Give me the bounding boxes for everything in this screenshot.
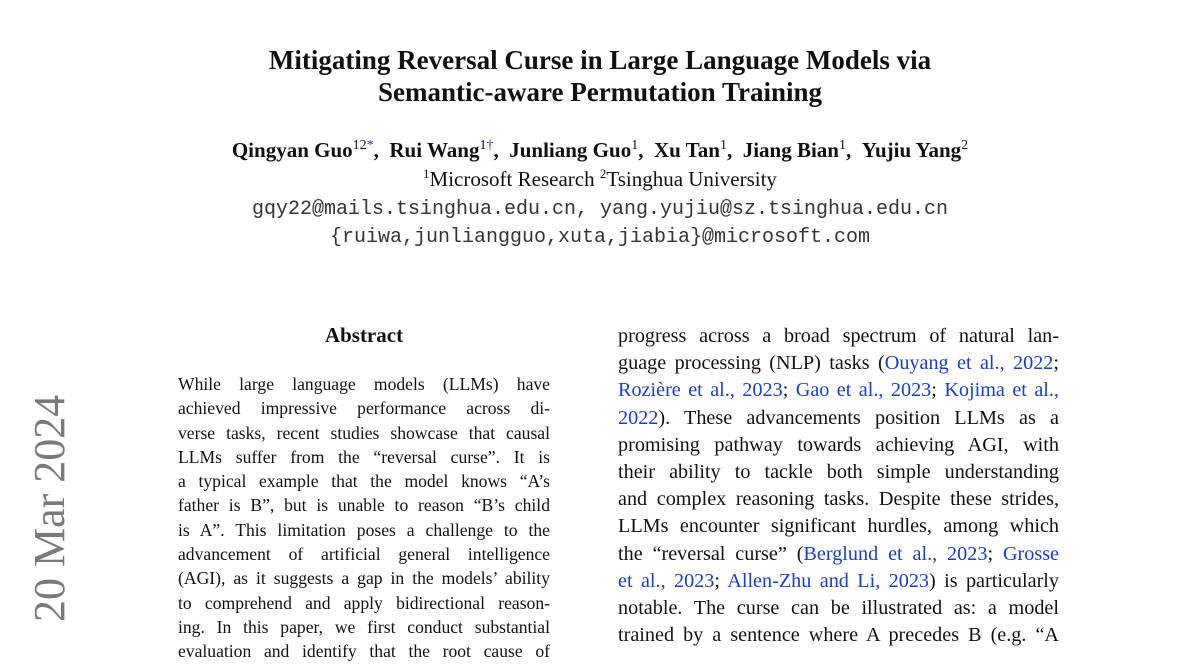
author-affiliation-sup: 2 [961, 138, 969, 153]
author-list [0, 135, 1200, 165]
author-name: Xu Tan [653, 138, 720, 162]
author-separator: , [726, 138, 743, 162]
author-separator: , [638, 138, 654, 162]
abstract-line: evaluation and identify that the root cause of [178, 641, 550, 662]
author-separator: , [373, 138, 390, 162]
author-footnote-mark[interactable]: † [486, 138, 494, 153]
author-name: Jiang Bian [742, 138, 839, 162]
citation-link[interactable]: Rozière et al., 2023 [618, 379, 783, 402]
author-affiliation-sup: 1 [719, 138, 727, 153]
body-text-segment: progress across a broad spectrum of natural lan- [618, 325, 1059, 347]
abstract-line: to comprehend and apply bidirectional reason- [178, 592, 550, 613]
affiliation-sup-2: 2 [599, 166, 607, 181]
author-name: Yujiu Yang [861, 138, 962, 162]
abstract-line: father is B”, but is unable to reason “B’s child [178, 495, 550, 516]
body-text-segment: promising pathway towards achieving AGI, with [618, 433, 1059, 456]
citation-link[interactable]: Allen-Zhu and Li, 2023 [727, 569, 930, 592]
body-line [618, 486, 1059, 513]
author-name: Rui Wang [389, 138, 480, 162]
body-line [618, 459, 1059, 486]
abstract-line: ing. In this paper, we first conduct substantial [178, 616, 550, 637]
arxiv-date-stamp: 20 Mar 2024 [25, 394, 74, 622]
abstract-line: is A”. This limitation poses a challenge to the [178, 519, 550, 540]
affiliation-1: Microsoft Research [429, 167, 595, 191]
abstract-line: While large language models (LLMs) have [178, 374, 550, 394]
body-line [618, 568, 1059, 595]
abstract-line: (AGI), as it suggests a gap in the models’ ability [178, 568, 550, 589]
body-text-segment: and complex reasoning tasks. Despite these strides, [618, 488, 1059, 511]
body-line [618, 432, 1059, 459]
author [743, 138, 846, 162]
affiliations [0, 165, 1200, 193]
body-line [618, 323, 1059, 350]
title-line-2: Semantic-aware Permutation Training [378, 77, 822, 107]
abstract-line: verse tasks, recent studies showcase that causal [178, 422, 550, 443]
body-text-segment: ; [987, 542, 1003, 565]
affiliation-sup-1: 1 [423, 166, 430, 181]
abstract-line: achieved impressive performance across di- [178, 398, 550, 419]
citation-link[interactable]: 2022 [618, 406, 659, 429]
affiliation-2: Tsinghua University [606, 167, 777, 191]
body-text-segment: LLMs encounter significant hurdles, among which [618, 515, 1059, 538]
author-affiliation-sup: 12 [352, 138, 367, 153]
body-text-segment: ; [782, 379, 796, 402]
body-text-segment: ). These advancements position LLMs as a [658, 406, 1059, 429]
abstract-text [178, 372, 550, 664]
body-line [618, 513, 1059, 540]
author-affiliation-sup: 1 [479, 138, 487, 153]
body-text-segment: ; [1053, 352, 1059, 375]
body-line [618, 377, 1059, 404]
citation-link[interactable]: Kojima et al., [944, 379, 1059, 402]
citation-link[interactable]: Gao et al., 2023 [795, 379, 932, 402]
author-affiliation-sup: 1 [631, 138, 639, 153]
body-text-segment: ; [714, 569, 728, 592]
body-text-segment: ; [931, 379, 945, 402]
abstract-line: advancement of artificial general intelligence [178, 544, 550, 565]
email-line-1: gqy22@mails.tsinghua.edu.cn, yang.yujiu@sz.tsinghua.edu.cn [251, 198, 949, 221]
title-line-1: Mitigating Reversal Curse in Large Language Models via [268, 45, 932, 75]
citation-link[interactable]: Ouyang et al., 2022 [884, 352, 1054, 375]
body-text-segment: guage processing (NLP) tasks ( [618, 352, 885, 375]
author [389, 138, 493, 162]
abstract-line: a typical example that the model knows “A’s [178, 471, 550, 492]
paper-title [0, 44, 1200, 108]
author [654, 138, 727, 162]
author [509, 138, 638, 162]
author [232, 138, 374, 162]
body-line [618, 405, 1059, 432]
body-text-segment: ) is particularly [929, 569, 1060, 592]
body-text-segment: notable. The curse can be illustrated as: a model [618, 596, 1059, 619]
author [862, 138, 968, 162]
body-line [618, 595, 1059, 622]
body-line [618, 541, 1059, 568]
author-separator: , [493, 138, 510, 162]
body-line [618, 622, 1059, 649]
author-separator: , [845, 138, 862, 162]
author-affiliation-sup: 1 [838, 138, 846, 153]
body-line [618, 350, 1059, 377]
citation-link[interactable]: et al., 2023 [618, 569, 715, 592]
author-footnote-mark[interactable]: * [366, 138, 374, 153]
email-line-2: {ruiwa,junliangguo,xuta,jiabia}@microsoft.com [329, 226, 871, 249]
body-text-segment: the “reversal curse” ( [618, 542, 804, 565]
body-text-segment: their ability to tackle both simple understanding [618, 460, 1059, 483]
abstract-line: LLMs suffer from the “reversal curse”. It is [178, 446, 550, 467]
author-name: Junliang Guo [509, 138, 632, 162]
body-text-segment: trained by a sentence where A precedes B (e.g. “A [618, 624, 1059, 647]
author-name: Qingyan Guo [231, 138, 353, 162]
citation-link[interactable]: Grosse [1002, 542, 1060, 565]
abstract-heading: Abstract [324, 323, 404, 347]
introduction-text [618, 323, 1059, 649]
citation-link[interactable]: Berglund et al., 2023 [803, 542, 988, 565]
